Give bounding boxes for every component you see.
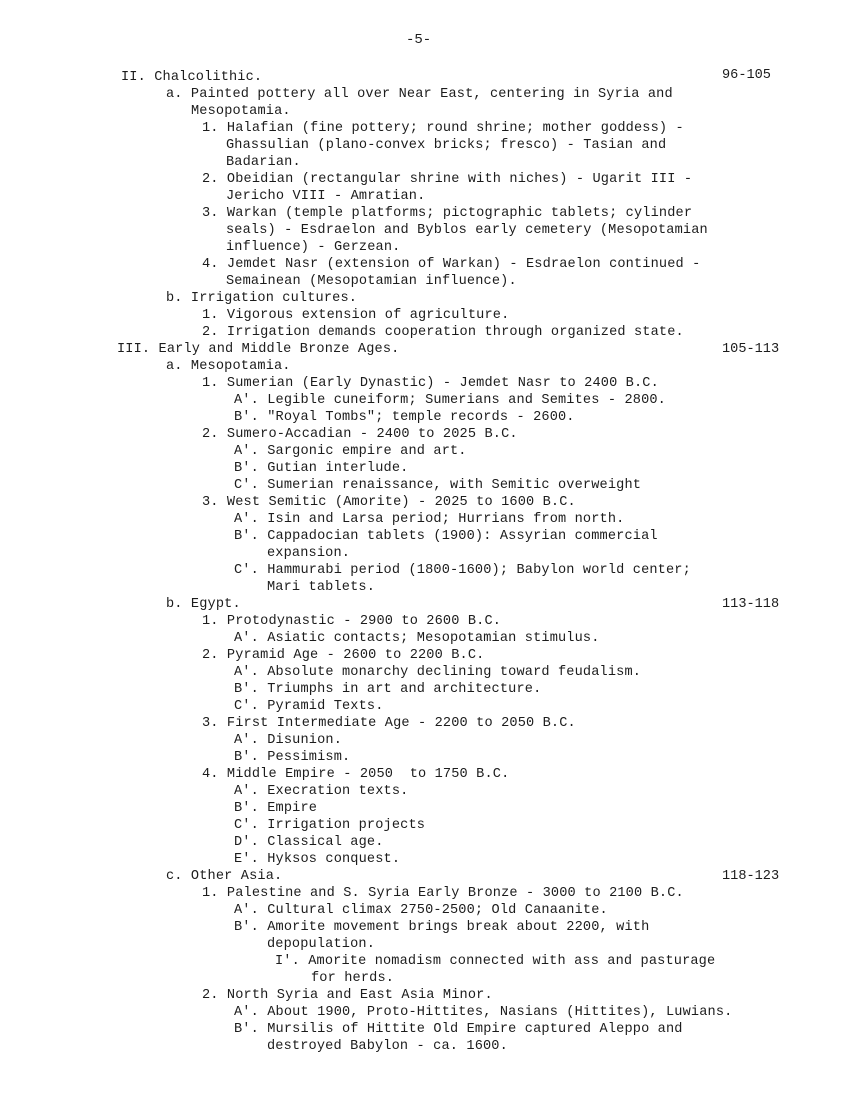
outline-line: Mari tablets. [267,580,375,595]
outline-line: 3. Warkan (temple platforms; pictographic tablets; cylinder [202,206,693,221]
outline-line: 2. Sumero-Accadian - 2400 to 2025 B.C. [202,427,518,442]
outline-line: B'. Gutian interlude. [234,461,409,476]
subsection-heading: b. Egypt. [166,597,241,612]
outline-line: b. Irrigation cultures. [166,291,358,306]
outline-line: Jericho VIII - Amratian. [226,189,426,204]
outline-line: C'. Hammurabi period (1800-1600); Babylon world center; [234,563,691,578]
outline-line: 3. First Intermediate Age - 2200 to 2050 B.C. [202,716,576,731]
outline-line: 2. North Syria and East Asia Minor. [202,988,493,1003]
outline-line: A'. Sargonic empire and art. [234,444,467,459]
outline-line: Ghassulian (plano-convex bricks; fresco) - Tasian and [226,138,667,153]
outline-line: Badarian. [226,155,301,170]
outline-line: B'. Pessimism. [234,750,351,765]
outline-line: A'. Cultural climax 2750-2500; Old Canaanite. [234,903,608,918]
outline-line: seals) - Esdraelon and Byblos early cemetery (Mesopotamian [226,223,708,238]
page-range: 96-105 [722,68,771,83]
outline-line: B'. Amorite movement brings break about 2200, with [234,920,650,935]
outline-line: C'. Pyramid Texts. [234,699,384,714]
outline-line: D'. Classical age. [234,835,384,850]
outline-line: E'. Hyksos conquest. [234,852,401,867]
outline-line: 4. Jemdet Nasr (extension of Warkan) - Esdraelon continued - [202,257,701,272]
outline-line: B'. Mursilis of Hittite Old Empire captured Aleppo and [234,1022,683,1037]
outline-line: A'. Execration texts. [234,784,409,799]
outline-line: A'. Isin and Larsa period; Hurrians from north. [234,512,625,527]
outline-line: 2. Pyramid Age - 2600 to 2200 B.C. [202,648,485,663]
outline-line: for herds. [311,971,395,986]
outline-line: I'. Amorite nomadism connected with ass and pasturage [275,954,716,969]
outline-line: Semainean (Mesopotamian influence). [226,274,517,289]
outline-line: A'. Absolute monarchy declining toward feudalism. [234,665,642,680]
outline-line: B'. Empire [234,801,318,816]
outline-line: A'. Asiatic contacts; Mesopotamian stimulus. [234,631,600,646]
outline-line: depopulation. [267,937,375,952]
outline-line: 1. Halafian (fine pottery; round shrine; mother goddess) - [202,121,684,136]
section-heading: III. Early and Middle Bronze Ages. [117,342,400,357]
outline-line: 2. Obeidian (rectangular shrine with niches) - Ugarit III - [202,172,693,187]
outline-line: a. Mesopotamia. [166,359,291,374]
outline-line: expansion. [267,546,351,561]
outline-line: 4. Middle Empire - 2050 to 1750 B.C. [202,767,510,782]
page-range: 105-113 [722,342,780,357]
outline-line: Mesopotamia. [191,104,291,119]
outline-line: influence) - Gerzean. [226,240,401,255]
outline-line: B'. Cappadocian tablets (1900): Assyrian commercial [234,529,658,544]
outline-line: a. Painted pottery all over Near East, centering in Syria and [166,87,673,102]
outline-line: 1. Palestine and S. Syria Early Bronze - 3000 to 2100 B.C. [202,886,684,901]
page-range: 118-123 [722,869,780,884]
outline-line: 1. Vigorous extension of agriculture. [202,308,510,323]
outline-line: A'. Legible cuneiform; Sumerians and Semites - 2800. [234,393,666,408]
outline-line: 1. Protodynastic - 2900 to 2600 B.C. [202,614,502,629]
outline-line: 2. Irrigation demands cooperation through organized state. [202,325,684,340]
outline-line: C'. Sumerian renaissance, with Semitic overweight [234,478,642,493]
outline-line: destroyed Babylon - ca. 1600. [267,1039,508,1054]
page-range: 113-118 [722,597,780,612]
outline-line: B'. "Royal Tombs"; temple records - 2600. [234,410,575,425]
outline-line: C'. Irrigation projects [234,818,426,833]
outline-line: 3. West Semitic (Amorite) - 2025 to 1600 B.C. [202,495,576,510]
subsection-heading: c. Other Asia. [166,869,283,884]
outline-line: A'. About 1900, Proto-Hittites, Nasians (Hittites), Luwians. [234,1005,733,1020]
page-number: -5- [406,32,432,48]
outline-line: 1. Sumerian (Early Dynastic) - Jemdet Nasr to 2400 B.C. [202,376,659,391]
outline-line: B'. Triumphs in art and architecture. [234,682,542,697]
section-heading: II. Chalcolithic. [121,70,263,85]
outline-line: A'. Disunion. [234,733,342,748]
